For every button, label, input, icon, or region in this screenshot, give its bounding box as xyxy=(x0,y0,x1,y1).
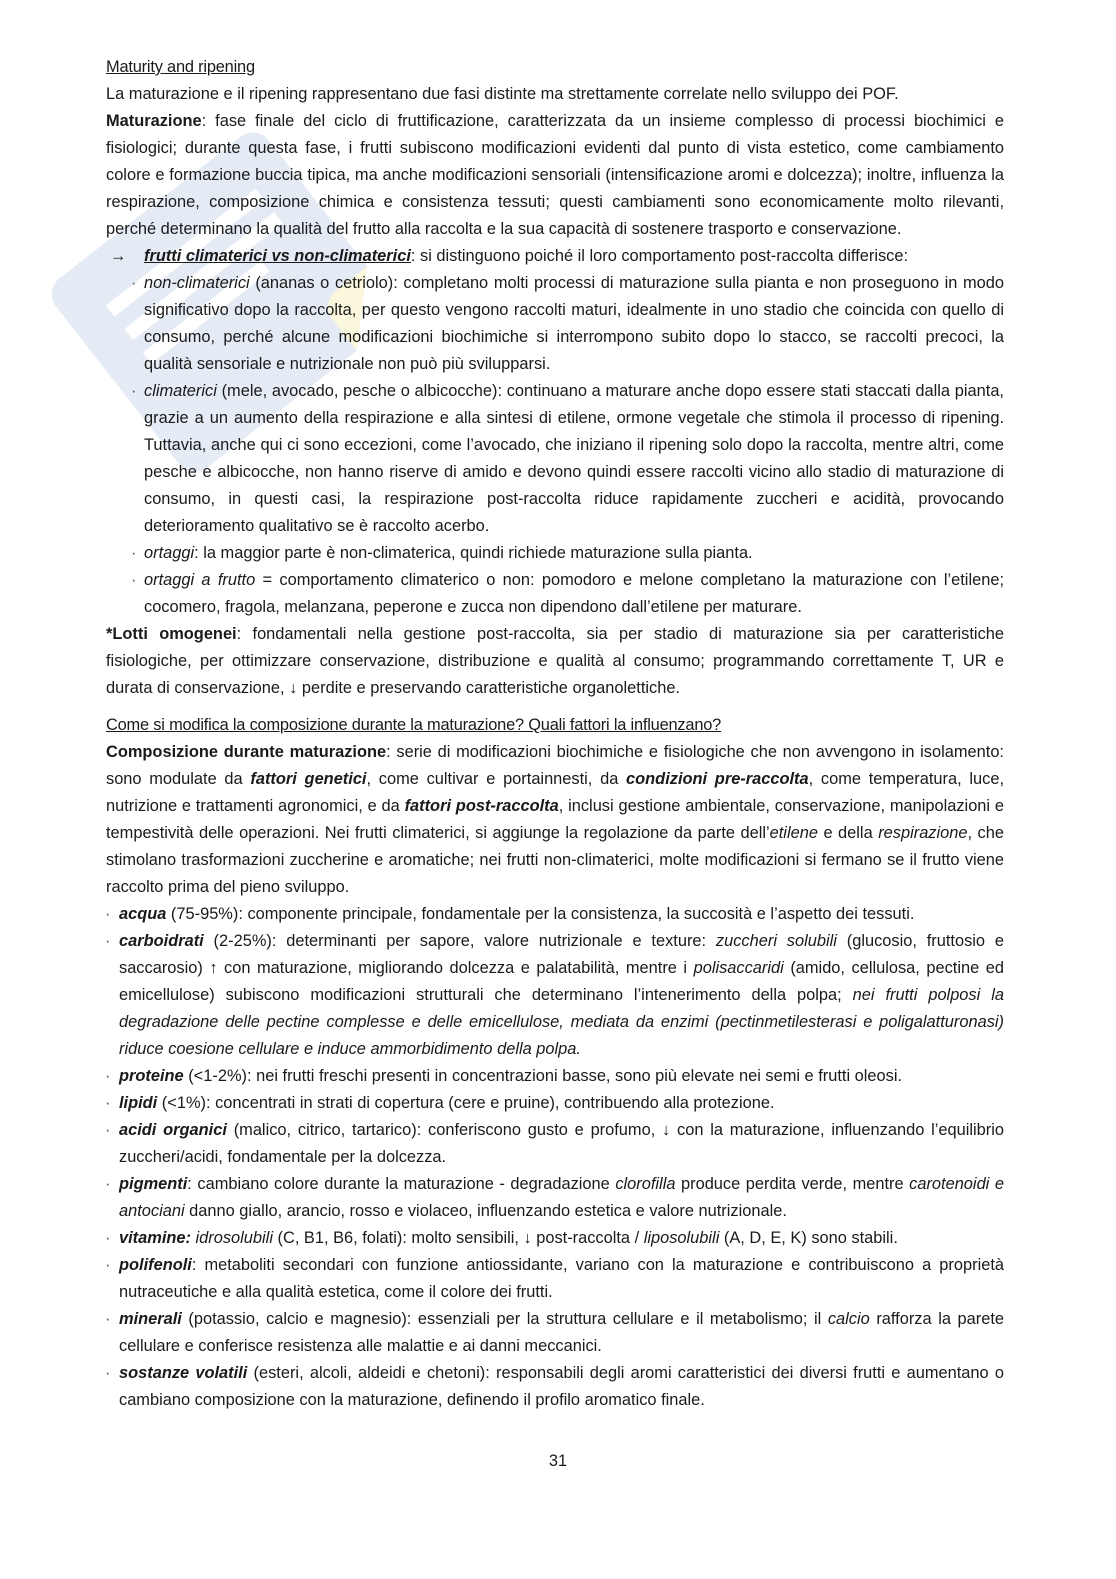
bullet-icon: · xyxy=(105,1229,111,1247)
list-item-vitamine: · vitamine: idrosolubili (C, B1, B6, folati): molto sensibili, ↓ post-raccolta / liposolubili (A, D, E, K) sono stabili. xyxy=(106,1225,1004,1252)
list-item-minerali: · minerali (potassio, calcio e magnesio): essenziali per la struttura cellulare e il metabolismo; il calcio rafforza la parete cellulare e conferisce resistenza alle malattie e ai danni meccanici. xyxy=(106,1306,1004,1360)
arrow-text: : si distinguono poiché il loro comportamento post-raccolta differisce: xyxy=(410,247,909,265)
sub-item-climaterici: · climaterici (mele, avocado, pesche o albicocche): continuano a maturare anche dopo essere stati staccati dalla pianta, grazie a un aumento della respirazione e alla sintesi di etilene, ormone vegetale che stimola il processo di ripening. Tuttavia, anche qui ci sono eccezioni, come l’avocado, che iniziano il ripening solo dopo la raccolta, mentre altri, come pesche e albicocche, non hanno riserve di amido e devono quindi essere raccolti vicino allo stadio di maturazione di consumo, in questi casi, la respirazione post-raccolta riduce rapidamente zuccheri e acidità, provocando deterioramento qualitativo se è raccolto acerbo. xyxy=(144,378,1004,540)
lotti-text: : fondamentali nella gestione post-raccolta, sia per stadio di maturazione sia per caratteristiche fisiologiche, per ottimizzare conservazione, distribuzione e qualità al consumo; programmando correttamente T, UR e durata di conservazione, ↓ perdite e preservando caratteristiche organolettiche. xyxy=(106,625,1004,697)
list-item-pigmenti: · pigmenti: cambiano colore durante la maturazione - degradazione clorofilla produce perdita verde, mentre carotenoidi e antociani danno giallo, arancio, rosso e violaceo, influenzando estetica e valore nutrizionale. xyxy=(106,1171,1004,1225)
bullet-icon: · xyxy=(105,1121,111,1139)
bullet-icon: · xyxy=(105,1256,111,1274)
section-heading-composizione: Come si modifica la composizione durante la maturazione? Quali fattori la influenzano? xyxy=(106,716,722,734)
document-page xyxy=(106,54,1004,1414)
bullet-icon: · xyxy=(105,1310,111,1328)
composizione-paragraph: Composizione durante maturazione: serie di modificazioni biochimiche e fisiologiche che non avvengono in isolamento: sono modulate da fattori genetici, come cultivar e portainnesti, da condizioni pre-raccolta, come temperatura, luce, nutrizione e trattamenti agronomici, e da fattori post-raccolta, inclusi gestione ambientale, conservazione, manipolazioni e tempestività delle operazioni. Nei frutti climaterici, si aggiunge la regolazione da parte dell’etilene e della respirazione, che stimolano trasformazioni zuccherine e aromatiche; nei frutti non-climaterici, molte modificazioni si fermano se il frutto viene raccolto prima del pieno sviluppo. xyxy=(106,743,1004,896)
bullet-icon: · xyxy=(131,274,137,292)
lotti-paragraph xyxy=(106,621,1004,702)
maturazione-paragraph xyxy=(106,108,1004,243)
list-item-proteine: · proteine (<1-2%): nei frutti freschi presenti in concentrazioni basse, sono più elevate nei semi e frutti oleosi. xyxy=(106,1063,1004,1090)
list-item-lipidi: · lipidi (<1%): concentrati in strati di copertura (cere e pruine), contribuendo alla protezione. xyxy=(106,1090,1004,1117)
bullet-icon: · xyxy=(105,905,111,923)
list-item-acqua: · acqua (75-95%): componente principale, fondamentale per la consistenza, la succosità e l’aspetto dei tessuti. xyxy=(106,901,1004,928)
list-item-acidi-organici: · acidi organici (malico, citrico, tartarico): conferiscono gusto e profumo, ↓ con la maturazione, influenzando l’equilibrio zuccheri/acidi, fondamentale per la dolcezza. xyxy=(106,1117,1004,1171)
maturazione-term: Maturazione xyxy=(106,112,202,130)
bullet-icon: · xyxy=(105,1094,111,1112)
bullet-icon: · xyxy=(131,544,137,562)
bullet-icon: · xyxy=(105,932,111,950)
bullet-icon: · xyxy=(131,571,137,589)
intro-paragraph: La maturazione e il ripening rappresentano due fasi distinte ma strettamente correlate nello sviluppo dei POF. xyxy=(106,85,899,103)
bullet-icon: · xyxy=(105,1364,111,1382)
bullet-icon: · xyxy=(105,1175,111,1193)
climaterici-arrow-item xyxy=(106,243,1004,270)
sub-item-ortaggi: · ortaggi: la maggior parte è non-climaterica, quindi richiede maturazione sulla pianta. xyxy=(144,540,1004,567)
bullet-icon: · xyxy=(105,1067,111,1085)
arrow-icon: → xyxy=(110,247,127,265)
sub-item-non-climaterici: · non-climaterici (ananas o cetriolo): completano molti processi di maturazione sulla pianta e non proseguono in modo significativo dopo la raccolta, per questo vengono raccolti maturi, idealmente in uno stadio che coincida con quello di consumo, perché alcune modificazioni biochimiche si interrompono subito dopo lo stacco, se raccolti precoci, la qualità sensoriale e nutrizionale non può più svilupparsi. xyxy=(144,270,1004,378)
list-item-carboidrati: · carboidrati (2-25%): determinanti per sapore, valore nutrizionale e texture: zuccheri solubili (glucosio, fruttosio e saccarosio) ↑ con maturazione, migliorando dolcezza e palatabilità, mentre i polisaccaridi (amido, cellulosa, pectine ed emicellulose) subiscono modificazioni strutturali che determinano l’intenerimento della polpa; nei frutti polposi la degradazione delle pectine complesse e delle emicellulose, mediata da enzimi (pectinmetilesterasi e poligalatturonasi) riduce coesione cellulare e induce ammorbidimento della polpa. xyxy=(106,928,1004,1063)
arrow-term: frutti climaterici vs non-climaterici xyxy=(144,247,411,265)
sub-item-ortaggi-a-frutto: · ortaggi a frutto = comportamento climaterico o non: pomodoro e melone completano la maturazione con l’etilene; cocomero, fragola, melanzana, peperone e zucca non dipendono dall’etilene per maturare. xyxy=(144,567,1004,621)
list-item-sostanze-volatili: · sostanze volatili (esteri, alcoli, aldeidi e chetoni): responsabili degli aromi caratteristici dei diversi frutti e aumentano o cambiano composizione con la maturazione, definendo il profilo aromatico finale. xyxy=(106,1360,1004,1414)
bullet-icon: · xyxy=(131,382,137,400)
maturazione-text: : fase finale del ciclo di fruttificazione, caratterizzata da un insieme complesso di processi biochimici e fisiologici; durante questa fase, i frutti subiscono modificazioni evidenti dal punto di vista estetico, come cambiamento colore e formazione buccia tipica, ma anche modificazioni sensoriali (intensificazione aromi e dolcezza); inoltre, influenza la respirazione, composizione chimica e consistenza tessuti; questi cambiamenti sono economicamente molto rilevanti, perché determinano la qualità del frutto alla raccolta e la sua capacità di sostenere trasporto e conservazione. xyxy=(106,112,1004,238)
section-heading-maturity: Maturity and ripening xyxy=(106,58,255,76)
lotti-term: *Lotti omogenei xyxy=(106,625,237,643)
page-number: 31 xyxy=(548,1452,568,1470)
list-item-polifenoli: · polifenoli: metaboliti secondari con funzione antiossidante, variano con la maturazione e contribuiscono a proprietà nutraceutiche e alla qualità estetica, come il colore dei frutti. xyxy=(106,1252,1004,1306)
